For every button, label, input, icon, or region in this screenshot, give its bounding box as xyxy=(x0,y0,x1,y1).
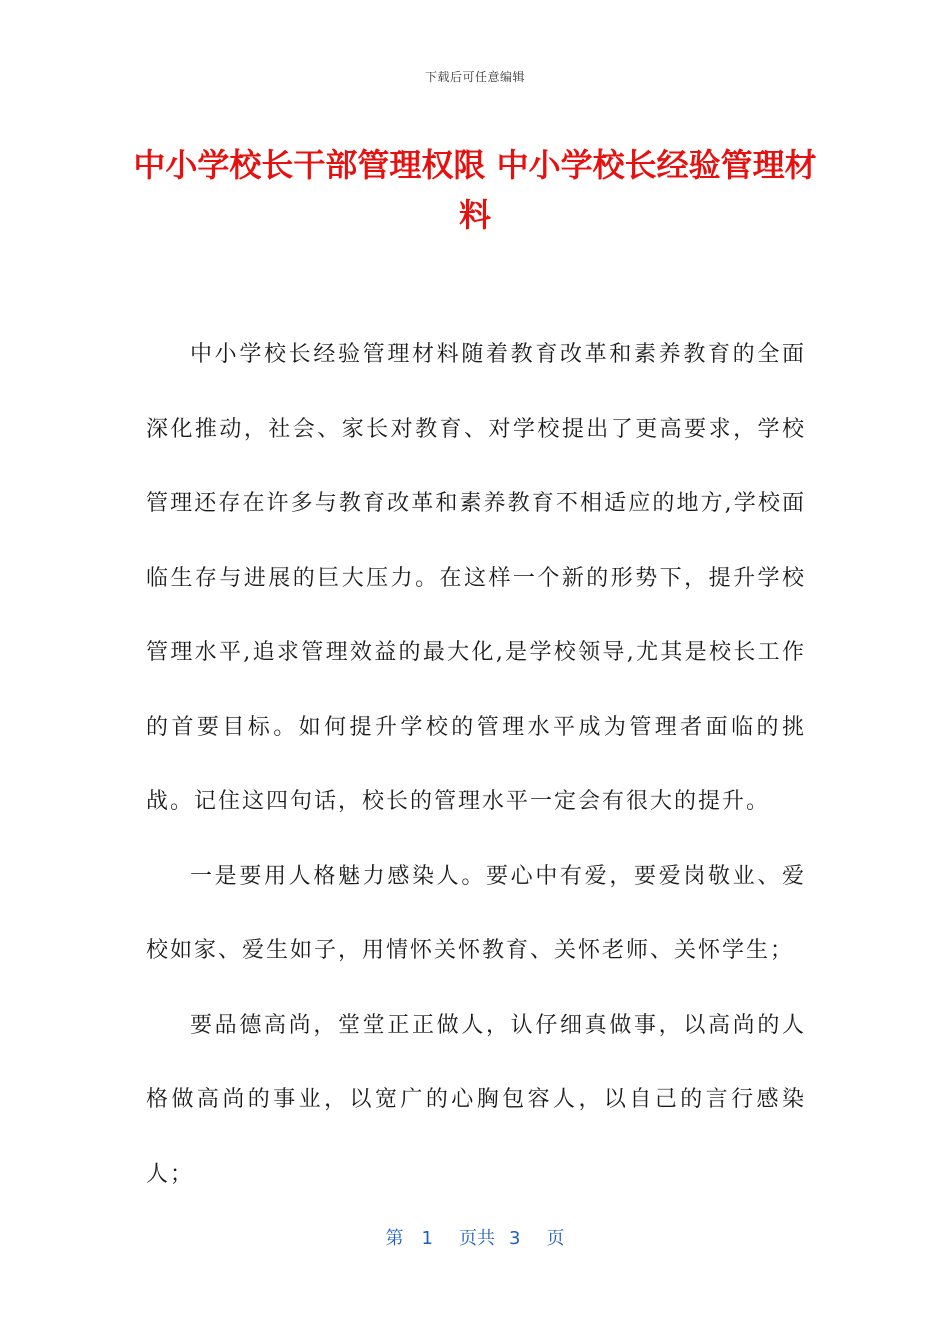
document-body xyxy=(146,318,806,1212)
paragraph-intro: 中小学校长经验管理材料随着教育改革和素养教育的全面深化推动，社会、家长对教育、对学校提出了更高要求，学校管理还存在许多与教育改革和素养教育不相适应的地方,学校面临生存与进展的巨大压力。在这样一个新的形势下，提升学校管理水平,追求管理效益的最大化,是学校领导,尤其是校长工作的首要目标。如何提升学校的管理水平成为管理者面临的挑战。记住这四句话，校长的管理水平一定会有很大的提升。 xyxy=(146,342,806,814)
footer-current-page: 1 xyxy=(421,1228,433,1249)
page-header-note: 下载后可任意编辑 xyxy=(424,70,525,84)
footer-total-pages: 3 xyxy=(509,1228,521,1249)
footer-suffix: 页 xyxy=(546,1228,565,1249)
page-footer xyxy=(0,1224,950,1250)
document-title: 中小学校长干部管理权限 中小学校长经验管理材料 xyxy=(133,146,817,234)
paragraph-point-one: 一是要用人格魅力感染人。要心中有爱，要爱岗敬业、爱校如家、爱生如子，用情怀关怀教育、关怀老师、关怀学生； xyxy=(146,863,806,963)
footer-middle: 页共 xyxy=(459,1228,495,1249)
footer-prefix: 第 xyxy=(385,1228,404,1249)
paragraph-point-one-continued: 要品德高尚，堂堂正正做人，认仔细真做事，以高尚的人格做高尚的事业，以宽广的心胸包容人，以自己的言行感染人； xyxy=(146,1012,806,1187)
